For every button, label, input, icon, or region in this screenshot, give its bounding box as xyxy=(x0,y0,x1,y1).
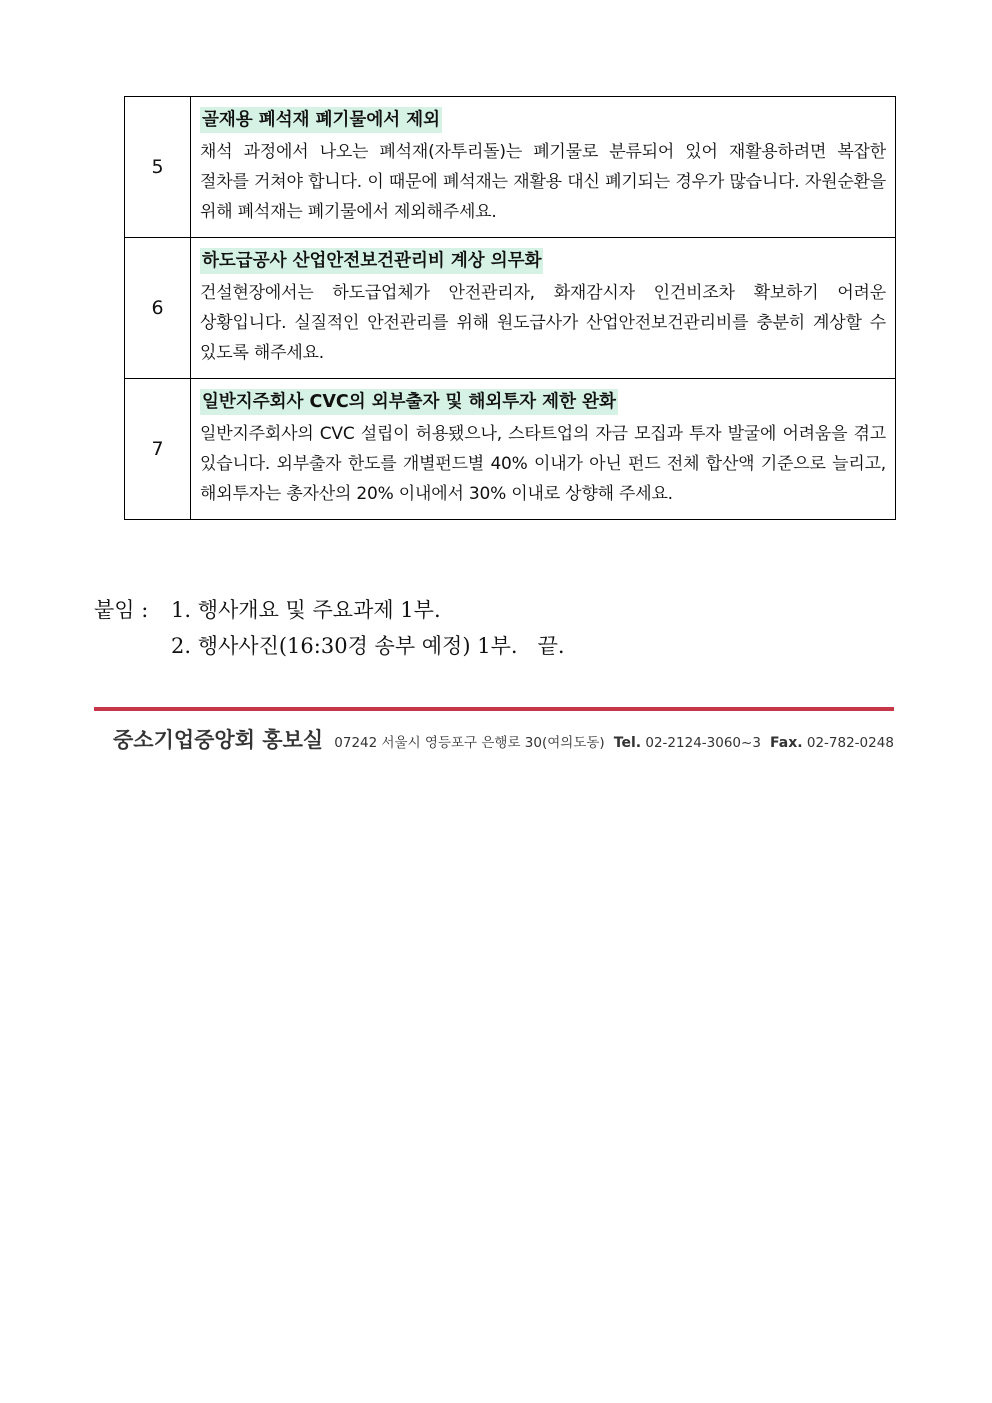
tel-label: Tel. xyxy=(613,735,642,751)
row-content xyxy=(191,97,896,238)
row-number: 5 xyxy=(125,97,191,238)
table-row xyxy=(125,379,896,520)
row-content xyxy=(191,379,896,520)
table-row xyxy=(125,97,896,238)
footer-tel xyxy=(614,735,761,751)
proposal-table xyxy=(124,96,896,520)
attachment-item: 1. 행사개요 및 주요과제 1부. xyxy=(171,598,441,622)
row-title: 일반지주회사 CVC의 외부출자 및 해외투자 제한 완화 xyxy=(200,389,618,415)
tel-number: 02-2124-3060~3 xyxy=(645,735,761,751)
fax-number: 02-782-0248 xyxy=(806,735,894,751)
table-row xyxy=(125,238,896,379)
footer-address: 07242 서울시 영등포구 은행로 30(여의도동) xyxy=(334,735,605,751)
row-content xyxy=(191,238,896,379)
row-description: 일반지주회사의 CVC 설립이 허용됐으나, 스타트업의 자금 모집과 투자 발굴에 어려움을 겪고 있습니다. 외부출자 한도를 개별펀드별 40% 이내가 아닌 펀드 전체 합산액 기준으로 늘리고, 해외투자는 총자산의 20% 이내에서 30% 이내로 상향해 주세요. xyxy=(200,423,886,504)
row-title: 하도급공사 산업안전보건관리비 계상 의무화 xyxy=(200,248,543,274)
footer-divider xyxy=(94,707,894,711)
row-number: 7 xyxy=(125,379,191,520)
row-title: 골재용 폐석재 폐기물에서 제외 xyxy=(200,107,442,133)
footer-organization: 중소기업중앙회 홍보실 xyxy=(113,728,324,752)
attachments-label: 붙임 : xyxy=(94,598,149,622)
attachment-item: 2. 행사사진(16:30경 송부 예정) 1부. 끝. xyxy=(171,634,565,658)
row-number: 6 xyxy=(125,238,191,379)
fax-label: Fax. xyxy=(770,735,803,751)
footer-fax xyxy=(770,735,894,751)
attachments xyxy=(94,592,565,664)
row-description: 채석 과정에서 나오는 폐석재(자투리돌)는 폐기물로 분류되어 있어 재활용하려면 복잡한 절차를 거쳐야 합니다. 이 때문에 폐석재는 재활용 대신 폐기되는 경우가 많습니다. 자원순환을 위해 폐석재는 폐기물에서 제외해주세요. xyxy=(200,141,886,222)
row-description: 건설현장에서는 하도급업체가 안전관리자, 화재감시자 인건비조차 확보하기 어려운 상황입니다. 실질적인 안전관리를 위해 원도급사가 산업안전보건관리비를 충분히 계상할 수 있도록 해주세요. xyxy=(200,282,886,363)
footer xyxy=(113,724,894,754)
